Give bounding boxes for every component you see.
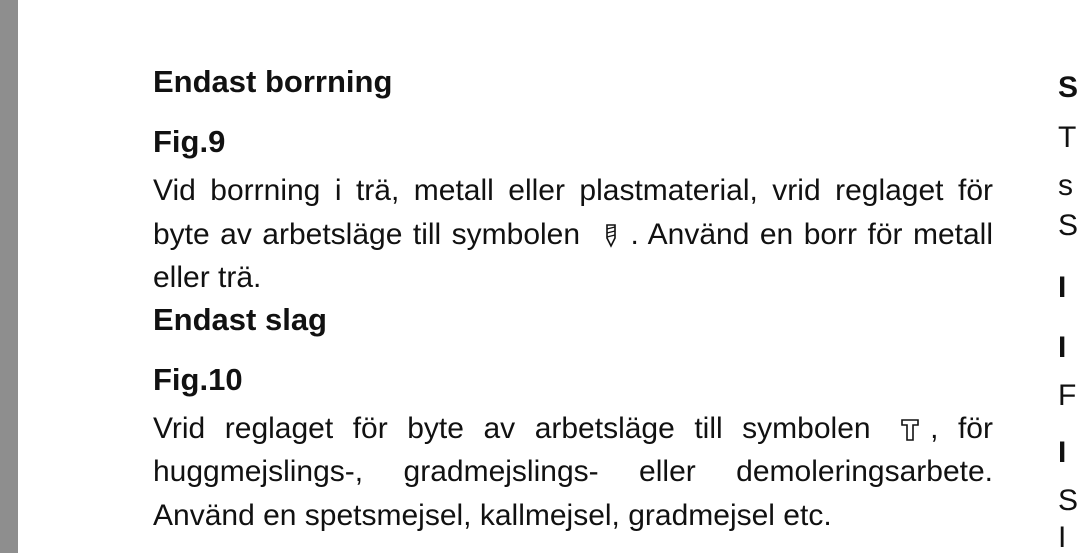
paragraph-drilling-text-2: . Använd en borr för metall eller trä.	[153, 217, 993, 294]
figure-label-9: Fig.9	[153, 124, 226, 159]
paragraph-hammer-text-1: Vrid reglaget för byte av arbetsläge till symbolen	[153, 411, 871, 445]
fragment-8: I	[1058, 436, 1067, 469]
paragraph-drilling-text-1: Vid borrning i trä, metall eller plastmaterial, vrid reglaget för byte av arbetsläge till symbolen	[153, 174, 993, 251]
fragment-4: S	[1058, 209, 1078, 242]
fragment-6: I	[1058, 331, 1067, 364]
fragment-9: S	[1058, 484, 1078, 517]
fragment-7: F	[1058, 379, 1077, 412]
fragment-5: I	[1058, 271, 1067, 304]
fragment-1: S	[1058, 71, 1078, 104]
document-column	[153, 62, 993, 537]
figure-label-10: Fig.10	[153, 361, 243, 397]
fragment-3: s	[1058, 169, 1073, 202]
hammer-icon	[890, 418, 930, 442]
page-edge-bar	[0, 0, 18, 553]
paragraph-hammer	[153, 407, 993, 538]
drill-bit-icon	[591, 224, 631, 248]
paragraph-hammer-text-2: , för huggmejslings-, gradmejslings- eller demoleringsarbete. Använd en spetsmejsel, kallmejsel, gradmejsel etc.	[153, 411, 993, 532]
fragment-2: T	[1058, 121, 1077, 154]
section-heading-drilling: Endast borrning	[153, 64, 393, 99]
paragraph-drilling	[153, 169, 993, 300]
section-heading-hammer: Endast slag	[153, 301, 327, 337]
fragment-10: I	[1058, 521, 1067, 554]
